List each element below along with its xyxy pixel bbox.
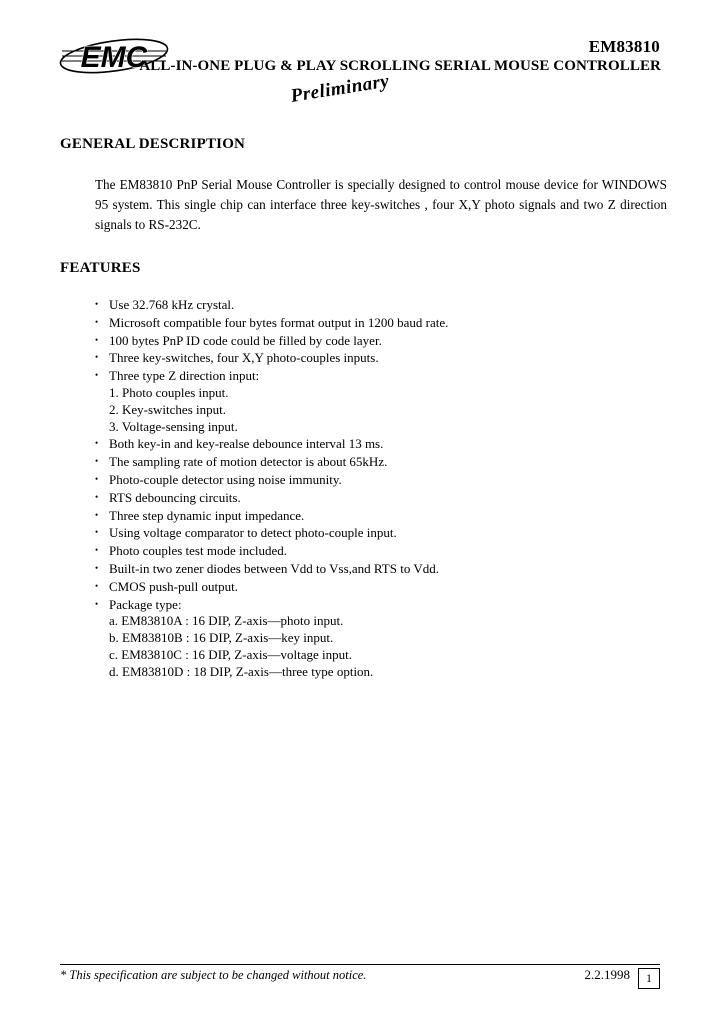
part-number: EM83810: [588, 37, 660, 56]
feature-subitem: a. EM83810A : 16 DIP, Z-axis—photo input.: [109, 613, 344, 629]
feature-item: • Three step dynamic input impedance.: [95, 507, 665, 525]
features-heading: FEATURES: [60, 260, 141, 276]
features-list: [95, 296, 665, 681]
general-description-text: The EM83810 PnP Serial Mouse Controller is specially designed to control mouse device for WINDOWS 95 system. This single chip can interface three key-switches , four X,Y photo signals and two Z direction signals to RS-232C.: [95, 177, 667, 232]
document-title: ALL-IN-ONE PLUG & PLAY SCROLLING SERIAL MOUSE CONTROLLER: [139, 58, 661, 74]
feature-item: • CMOS push-pull output.: [95, 578, 665, 596]
feature-item: • The sampling rate of motion detector is about 65kHz.: [95, 453, 665, 471]
feature-item: • Using voltage comparator to detect photo-couple input.: [95, 524, 665, 542]
feature-item: • Use 32.768 kHz crystal.: [95, 296, 665, 314]
feature-subitem: d. EM83810D : 18 DIP, Z-axis—three type option.: [109, 663, 374, 679]
feature-item: • Three key-switches, four X,Y photo-couples inputs.: [95, 349, 665, 367]
footer-date: 2.2.1998: [584, 967, 630, 982]
feature-subitem: c. EM83810C : 16 DIP, Z-axis—voltage input.: [109, 646, 353, 662]
preliminary-stamp: Preliminary: [289, 70, 391, 107]
feature-subitem: b. EM83810B : 16 DIP, Z-axis—key input.: [109, 630, 334, 646]
footer-disclaimer: * This specification are subject to be changed without notice.: [60, 968, 367, 982]
page-number: 1: [638, 968, 660, 989]
feature-item: • Microsoft compatible four bytes format output in 1200 baud rate.: [95, 314, 665, 332]
footer-divider: [60, 964, 660, 965]
feature-item: • RTS debouncing circuits.: [95, 489, 665, 507]
feature-item: • Built-in two zener diodes between Vdd to Vss,and RTS to Vdd.: [95, 560, 665, 578]
feature-item: • 100 bytes PnP ID code could be filled by code layer.: [95, 332, 665, 350]
feature-subitem: 1. Photo couples input.: [109, 384, 229, 400]
logo-text: EMC: [80, 41, 148, 74]
feature-item: • Three type Z direction input:: [95, 367, 665, 385]
feature-item: • Both key-in and key-realse debounce interval 13 ms.: [95, 435, 665, 453]
general-description-heading: GENERAL DESCRIPTION: [60, 136, 246, 152]
feature-item: • Photo couples test mode included.: [95, 542, 665, 560]
feature-item: • Photo-couple detector using noise immunity.: [95, 471, 665, 489]
feature-subitem: 2. Key-switches input.: [109, 401, 226, 417]
feature-subitem: 3. Voltage-sensing input.: [109, 418, 238, 434]
feature-item: • Package type:: [95, 596, 665, 614]
